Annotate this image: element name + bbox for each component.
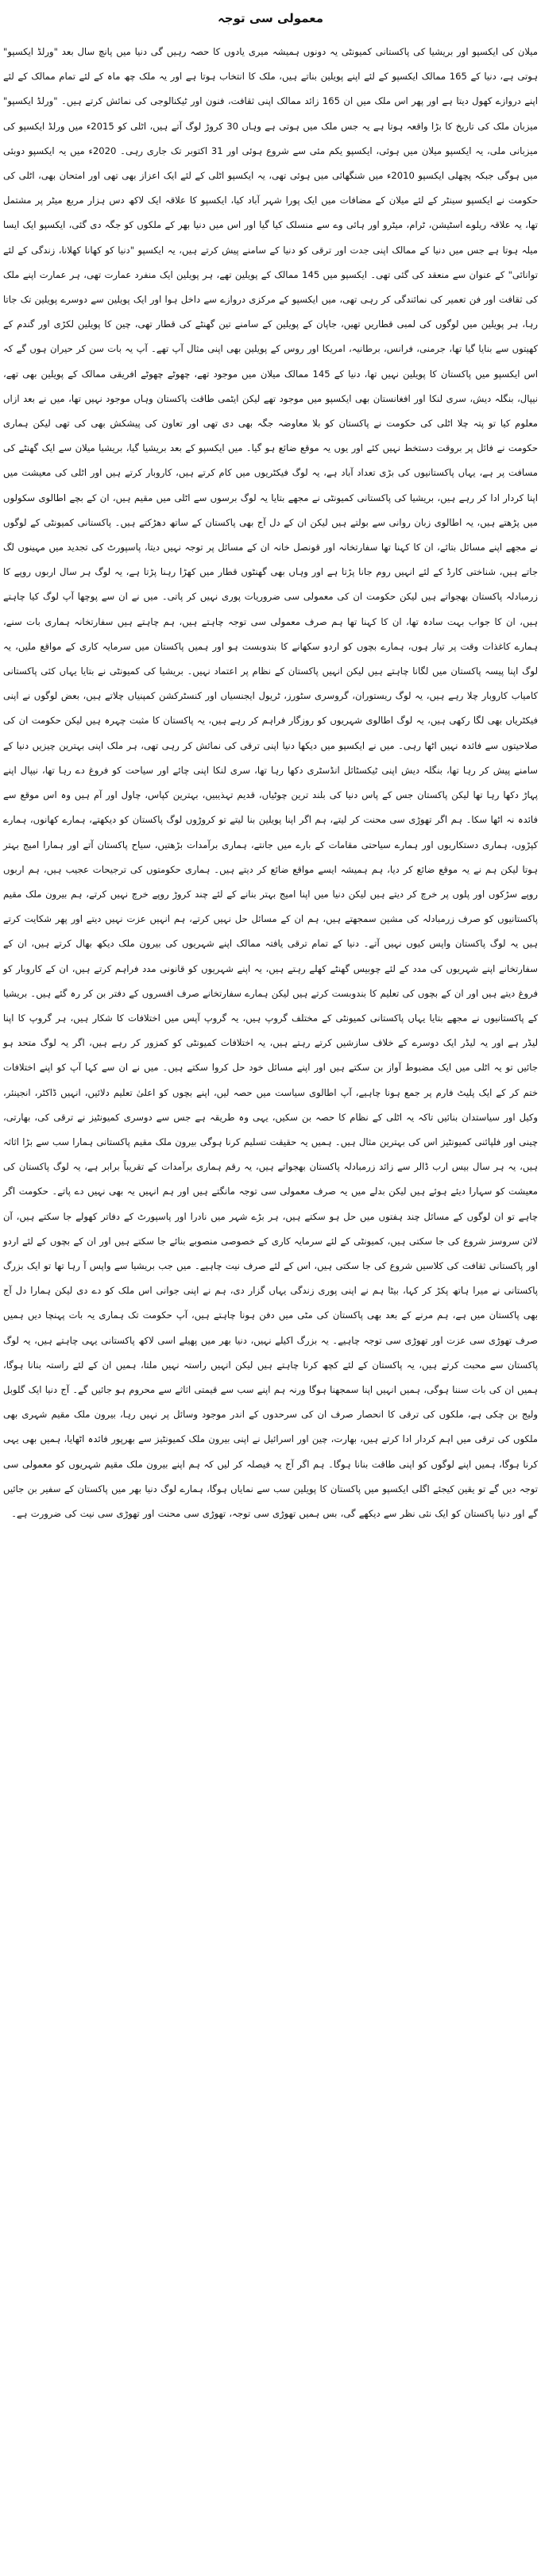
article-paragraph: حکومت اگر چاہے تو ان لوگوں کے مسائل چند ہفتوں میں حل ہو سکتے ہیں، ہر بڑے شہر میں نادرا اور پاسپورٹ کے دفاتر کھولے جا سکتے ہیں، آن لائن سروسز شروع کی جا سکتی ہیں، کمیونٹی کے لئے سرمایہ کاری کے خصوصی منصوبے بنائے جا سکتے ہیں اور ان کے بچوں کے لئے اردو اور پاکستانی ثقافت کی کلاسیں شروع کی جا سکتی ہیں، اس کے لئے صرف نیت چاہیے۔ (3, 1186, 538, 1271)
article-paragraph: دنیا کے تمام ترقی یافتہ ممالک اپنے شہریوں کی بیرون ملک دیکھ بھال کرتے ہیں، ان کے سفارتخانے اپنے شہریوں کی مدد کے لئے چوبیس گھنٹے کھلے رہتے ہیں، یہ اپنے شہریوں کو قانونی مدد فراہم کرتے ہیں، ان کے کاروبار کو فروغ دیتے ہیں اور ان کے بچوں کی تعلیم کا بندوبست کرتے ہیں لیکن ہمارے سفارتخانے صرف افسروں کے دفتر بن کر رہ گئے ہیں۔ (3, 938, 538, 999)
article-paragraph: بریشیا کی کمیونٹی نے بتایا یہاں کئی پاکستانی کامیاب کاروبار چلا رہے ہیں، یہ لوگ ریستوران، گروسری سٹورز، ٹریول ایجنسیاں اور کنسٹرکشن کمپنیاں چلاتے ہیں، بعض لوگوں نے اپنی فیکٹریاں بھی لگا رکھی ہیں، یہ لوگ اطالوی شہریوں کو روزگار فراہم کر رہے ہیں، یہ پاکستان کا مثبت چہرہ ہیں لیکن حکومت ان کی صلاحیتوں سے فائدہ نہیں اٹھا رہی۔ (3, 665, 538, 751)
article-body (3, 40, 538, 1526)
article-paragraph: ہم اگر تھوڑی سی محنت کر لیتے، ہم اگر اپنا پویلین بنا لیتے تو کروڑوں لوگ پاکستان کو دیکھتے، ہمارے کھانوں، ہمارے کپڑوں، ہماری دستکاریوں اور ہمارے سیاحتی مقامات کے بارے میں جانتے، ہماری برآمدات بڑھتیں، سیاح پاکستان آتے اور ہمارا امیج بہتر ہوتا لیکن ہم نے یہ موقع ضائع کر دیا، ہم ہمیشہ ایسے مواقع ضائع کر دیتے ہیں۔ (3, 814, 538, 875)
article-paragraph: آپ یہ بات سن کر حیران ہوں گے کہ اس ایکسپو میں پاکستان کا پویلین نہیں تھا، دنیا کے 145 ممالک میلان میں موجود تھے، چھوٹے چھوٹے افریقی ممالک کے پویلین بھی تھے، نیپال، بنگلہ دیش، سری لنکا اور افغانستان بھی ایکسپو میں موجود تھے لیکن ایٹمی طاقت پاکستان وہاں موجود نہیں تھا، میں نے بعد ازاں معلوم کیا تو پتہ چلا اٹلی کی حکومت نے پاکستان کو بلا معاوضہ جگہ بھی دی تھی اور تعاون کی پیشکش بھی کی تھی لیکن ہماری حکومت نے فائل پر بروقت دستخط نہیں کئے اور یوں یہ موقع ضائع ہو گیا۔ (3, 343, 538, 454)
article-paragraph: ہم اگر آج یہ فیصلہ کر لیں کہ ہم اپنے بیرون ملک مقیم شہریوں کو معمولی سی توجہ دیں گے تو یقین کیجئے اگلی ایکسپو میں پاکستان کا پویلین سب سے نمایاں ہوگا، ہمارے لوگ دنیا بھر میں پاکستان کے سفیر بن جائیں گے اور دنیا پاکستان کو ایک نئی نظر سے دیکھے گی، بس ہمیں تھوڑی سی توجہ، تھوڑی سی محنت اور تھوڑی سی نیت کی ضرورت ہے۔ (3, 1458, 538, 1519)
article-paragraph: آج دنیا ایک گلوبل ولیج بن چکی ہے، ملکوں کی ترقی کا انحصار صرف ان کی سرحدوں کے اندر موجود وسائل پر نہیں رہا، بیرون ملک مقیم شہری بھی ملکوں کی ترقی میں اہم کردار ادا کرتے ہیں، بھارت، چین اور اسرائیل نے اپنی بیرون ملک کمیونٹیز سے بھرپور فائدہ اٹھایا، ہمیں بھی یہی کرنا ہوگا، ہمیں اپنے لوگوں کو اپنی طاقت بنانا ہوگا۔ (3, 1383, 538, 1470)
article-paragraph: ہمیں یہ حقیقت تسلیم کرنا ہوگی بیرون ملک مقیم پاکستانی ہمارا سب سے بڑا اثاثہ ہیں، یہ ہر سال بیس ارب ڈالر سے زائد زرمبادلہ پاکستان بھجواتے ہیں، یہ رقم ہماری برآمدات کے تقریباً برابر ہے، یہ لوگ پاکستان کی معیشت کو سہارا دیئے ہوئے ہیں لیکن بدلے میں یہ صرف معمولی سی توجہ مانگتے ہیں اور ہم انہیں یہ بھی نہیں دے پاتے۔ (3, 1136, 538, 1197)
article-paragraph: میں جب بریشیا سے واپس آ رہا تھا تو ایک بزرگ پاکستانی نے میرا ہاتھ پکڑ کر کہا، بیٹا ہم نے اپنی پوری زندگی یہاں گزار دی، ہم نے اپنی جوانی اس ملک کو دے دی لیکن ہمارا دل آج بھی پاکستان میں ہے، ہم مرنے کے بعد بھی پاکستان کی مٹی میں دفن ہونا چاہتے ہیں، آپ حکومت تک ہماری یہ بات پہنچا دیں ہمیں صرف تھوڑی سی عزت اور تھوڑی سی توجہ چاہیے۔ (3, 1259, 538, 1346)
article-paragraph: میلان کی ایکسپو اور بریشیا کی پاکستانی کمیونٹی یہ دونوں ہمیشہ میری یادوں کا حصہ رہیں گی دنیا میں پانچ سال بعد "ورلڈ ایکسپو" ہوتی ہے، دنیا کے 165 ممالک ایکسپو کے لئے اپنے پویلین بناتے ہیں، ملک کا انتخاب ہوتا ہے اور یہ ملک چھ ماہ کے لئے تمام ممالک کے لئے اپنے دروازے کھول دیتا ہے اور پھر اس ملک میں ان 165 زائد ممالک اپنی ثقافت، فنون اور ٹیکنالوجی کی نمائش کرتے ہیں۔ "ورلڈ ایکسپو" میزبان ملک کی تاریخ کا بڑا واقعہ ہوتا ہے یہ جس ملک میں ہوتی ہے وہاں 30 کروڑ لوگ آتے ہیں، اٹلی کو 2015ء میں ورلڈ ایکسپو کی میزبانی ملی، یہ ایکسپو میلان میں ہوئی، ایکسپو یکم مئی سے شروع ہوئی اور 31 اکتوبر تک جاری رہی۔ (3, 46, 538, 156)
article-paragraph: پاکستانی کمیونٹی کے لوگوں نے مجھے اپنے مسائل بتائے، ان کا کہنا تھا سفارتخانہ اور قونصل خانہ ان کے مسائل پر توجہ نہیں دیتا، پاسپورٹ کی تجدید میں مہینوں لگ جاتے ہیں، شناختی کارڈ کے لئے انہیں روم جانا پڑتا ہے اور وہاں بھی گھنٹوں قطار میں کھڑا رہنا پڑتا ہے، یہ لوگ ہر سال اربوں روپے کا زرمبادلہ پاکستان بھجواتے ہیں لیکن حکومت ان کی معمولی سی ضروریات پوری نہیں کر پاتی۔ (3, 516, 538, 603)
article-paragraph: 2020ء میں یہ ایکسپو دوبئی میں ہوگی جبکہ پچھلی ایکسپو 2010ء میں شنگھائی میں ہوئی تھی، یہ ایکسپو اٹلی کے لئے ایک اعزاز بھی تھی اور امتحان بھی، اٹلی کی حکومت نے ایکسپو سینٹر کے لئے میلان کے مضافات میں ایک پورا شہر آباد کیا، ایکسپو کا علاقہ ایک لاکھ دس ہزار مربع میٹر پر مشتمل تھا، یہ علاقہ ریلوے اسٹیشن، ٹرام، میٹرو اور ہائی وے سے منسلک کیا گیا اور اس میں دنیا بھر کے ملکوں کو جگہ دی گئی، ایکسپو ایک ایسا میلہ ہوتا ہے جس میں دنیا کے ممالک اپنی جدت اور ترقی کو دنیا کے سامنے پیش کرتے ہیں، یہ ایکسپو "دنیا کو کھانا کھلانا، زندگی کے لئے توانائی" کے عنوان سے منعقد کی گئی تھی۔ (3, 145, 538, 280)
article-paragraph: ہماری حکومتوں کی ترجیحات عجیب ہیں، ہم اربوں روپے سڑکوں اور پلوں پر خرچ کر دیتے ہیں لیکن دنیا میں اپنا امیج بہتر بنانے کے لئے چند کروڑ روپے خرچ نہیں کرتے، ہم بیرون ملک مقیم پاکستانیوں کو صرف زرمبادلہ کی مشین سمجھتے ہیں، ہم ان کے مسائل حل نہیں کرتے، ہم انہیں عزت نہیں دیتے اور پھر شکایت کرتے ہیں یہ لوگ پاکستان واپس کیوں نہیں آتے۔ (3, 863, 538, 950)
article-paragraph: میں نے ان سے کہا آپ کو اپنے اختلافات ختم کر کے ایک پلیٹ فارم پر جمع ہونا چاہیے، آپ اطالوی سیاست میں حصہ لیں، اپنے بچوں کو اعلیٰ تعلیم دلائیں، انہیں ڈاکٹر، انجینئر، وکیل اور سیاستدان بنائیں تاکہ یہ اٹلی کے نظام کا حصہ بن سکیں، یہی وہ طریقہ ہے جس سے دوسری کمیونٹیز نے ترقی کی، بھارتی، چینی اور فلپائنی کمیونٹیز اس کی بہترین مثال ہیں۔ (3, 1062, 538, 1147)
article-paragraph: میں ایکسپو کے بعد بریشیا گیا، بریشیا میلان سے ایک گھنٹے کی مسافت پر ہے، یہاں پاکستانیوں کی بڑی تعداد آباد ہے، یہ لوگ فیکٹریوں میں کام کرتے ہیں، کاروبار کرتے ہیں اور اٹلی کی معیشت میں اپنا کردار ادا کر رہے ہیں، بریشیا کی پاکستانی کمیونٹی نے مجھے بتایا یہ لوگ برسوں سے اٹلی میں مقیم ہیں، ان کے بچے اطالوی سکولوں میں پڑھتے ہیں، یہ اطالوی زبان روانی سے بولتے ہیں لیکن ان کے دل آج بھی پاکستان کے ساتھ دھڑکتے ہیں۔ (3, 442, 538, 528)
article-paragraph: یہ بزرگ اکیلے نہیں، دنیا بھر میں پھیلے اسی لاکھ پاکستانی یہی چاہتے ہیں، یہ لوگ پاکستان سے محبت کرتے ہیں، یہ پاکستان کے لئے کچھ کرنا چاہتے ہیں لیکن انہیں راستہ نہیں ملتا، ہمیں ان کے لئے راستہ بنانا ہوگا، ہمیں ان کی بات سننا ہوگی، ہمیں انہیں اپنا سمجھنا ہوگا ورنہ ہم اپنے سب سے قیمتی اثاثے سے محروم ہو جائیں گے۔ (3, 1334, 538, 1395)
article-title: معمولی سی توجہ (217, 11, 324, 25)
article-paragraph: میں نے ان سے پوچھا آپ لوگ کیا چاہتے ہیں، ان کا جواب بہت سادہ تھا، ان کا کہنا تھا ہم صرف معمولی سی توجہ چاہتے ہیں، ہم چاہتے ہیں سفارتخانہ ہماری بات سنے، ہمارے کاغذات وقت پر تیار ہوں، ہمارے بچوں کو اردو سکھانے کا بندوبست ہو اور ہمیں پاکستان میں سرمایہ کاری کے مواقع ملیں، یہ لوگ اپنا پیسہ پاکستان میں لگانا چاہتے ہیں لیکن انہیں پاکستان کے نظام پر اعتماد نہیں۔ (3, 591, 538, 677)
article-paragraph: بریشیا کے پاکستانیوں نے مجھے بتایا یہاں پاکستانی کمیونٹی کے مختلف گروپ ہیں، یہ گروپ آپس میں اختلافات کا شکار ہیں، ہر گروپ کا اپنا لیڈر ہے اور یہ لیڈر ایک دوسرے کے خلاف سازشیں کرتے رہتے ہیں، یہ اختلافات کمیونٹی کو کمزور کر رہے ہیں، اگر یہ لوگ متحد ہو جائیں تو یہ اٹلی میں ایک مضبوط آواز بن سکتے ہیں اور اپنے مسائل خود حل کروا سکتے ہیں۔ (3, 987, 538, 1074)
article-paragraph: ایکسپو میں 145 ممالک کے پویلین تھے، ہر پویلین ایک منفرد عمارت تھی، ہر عمارت اپنے ملک کی ثقافت اور فن تعمیر کی نمائندگی کر رہی تھی، میں ایکسپو کے مرکزی دروازے سے داخل ہوا اور ایک پویلین سے دوسرے پویلین تک جاتا رہا، ہر پویلین میں لوگوں کی لمبی قطاریں تھیں، جاپان کے پویلین کے سامنے تین گھنٹے کی قطار تھی، چین کا پویلین لکڑی اور گندم کے کھیتوں سے بنایا گیا تھا، جرمنی، فرانس، برطانیہ، امریکا اور روس کے پویلین بھی اپنی مثال آپ تھے۔ (3, 268, 538, 355)
article-paragraph: میں نے ایکسپو میں دیکھا دنیا اپنی ترقی کی نمائش کر رہی تھی، ہر ملک اپنی بہترین چیزیں دنیا کے سامنے پیش کر رہا تھا، بنگلہ دیش اپنی ٹیکسٹائل انڈسٹری دکھا رہا تھا، سری لنکا اپنی چائے اور سیاحت کو فروغ دے رہا تھا، نیپال اپنے پہاڑ دکھا رہا تھا لیکن پاکستان جس کے پاس دنیا کی بلند ترین چوٹیاں، قدیم تہذیبیں، بہترین کپاس، چاول اور آم ہیں وہ اس موقع سے فائدہ نہ اٹھا سکا۔ (3, 739, 538, 826)
